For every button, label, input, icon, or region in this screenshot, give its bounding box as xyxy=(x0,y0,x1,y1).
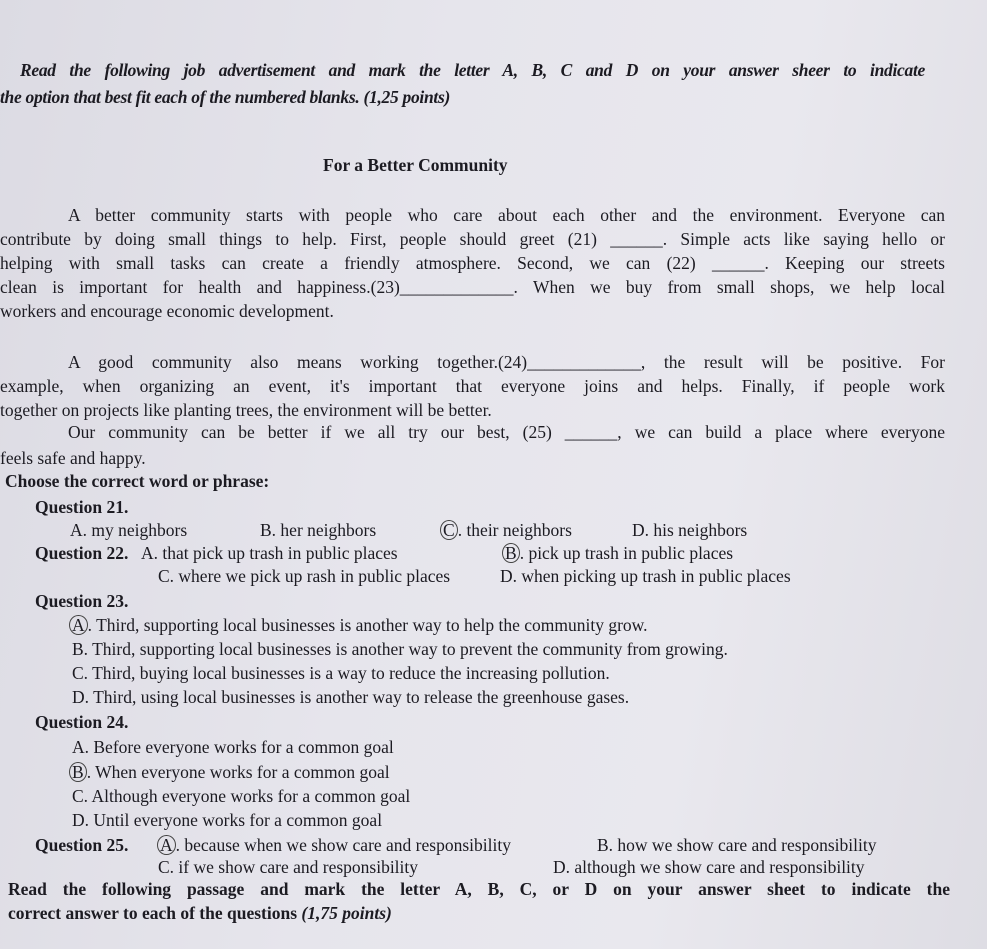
q25-option-c[interactable]: C. if we show care and responsibility xyxy=(158,857,419,877)
option-text: . When everyone works for a common goal xyxy=(86,762,390,782)
q24-option-b[interactable] xyxy=(72,761,390,783)
q23-option-a[interactable] xyxy=(72,614,648,636)
passage-line: example, when organizing an event, it's important that everyone joins and helps. Finally, if people work xyxy=(0,376,945,396)
instructions-line: Read the following job advertisement and mark the letter A, B, C and D on your answer sheer to indicate xyxy=(20,60,925,80)
option-text: . Third, supporting local businesses is another way to help the community grow. xyxy=(87,615,648,635)
option-text: . their neighbors xyxy=(457,520,572,540)
q22-option-c[interactable]: C. where we pick up rash in public places xyxy=(158,566,451,586)
passage-line: together on projects like planting trees, the environment will be better. xyxy=(0,400,492,420)
q24-option-d[interactable]: D. Until everyone works for a common goal xyxy=(72,810,383,830)
question-24-label: Question 24. xyxy=(35,712,129,732)
instruction-text: correct answer to each of the questions xyxy=(8,903,302,923)
question-21-label: Question 21. xyxy=(35,497,129,517)
passage-title: For a Better Community xyxy=(323,155,508,175)
answer-circle: C xyxy=(440,520,458,540)
q21-option-d[interactable]: D. his neighbors xyxy=(632,520,748,540)
passage-line: contribute by doing small things to help. First, people should greet (21) ______. Simple acts like saying hello or xyxy=(0,229,945,249)
option-text: . pick up trash in public places xyxy=(519,543,734,563)
q25-option-b[interactable]: B. how we show care and responsibility xyxy=(597,835,877,855)
question-22-label: Question 22. xyxy=(35,543,129,563)
q22-option-b[interactable] xyxy=(505,542,733,564)
question-23-label: Question 23. xyxy=(35,591,129,611)
q21-option-a[interactable]: A. my neighbors xyxy=(70,520,188,540)
points-text: (1,75 points) xyxy=(301,903,392,923)
next-instructions-line xyxy=(8,902,392,924)
choose-heading: Choose the correct word or phrase: xyxy=(5,471,270,491)
q22-option-d[interactable]: D. when picking up trash in public places xyxy=(500,566,791,586)
passage-line: feels safe and happy. xyxy=(0,448,146,468)
q24-option-c[interactable]: C. Although everyone works for a common goal xyxy=(72,786,411,806)
q22-option-a[interactable]: A. that pick up trash in public places xyxy=(141,543,398,563)
q24-option-a[interactable]: A. Before everyone works for a common goal xyxy=(72,737,394,757)
answer-circle: A xyxy=(157,835,176,855)
passage-line: Our community can be better if we all try our best, (25) ______, we can build a place where everyone xyxy=(68,422,945,442)
passage-line: workers and encourage economic development. xyxy=(0,301,334,321)
q21-option-c[interactable] xyxy=(443,519,572,541)
answer-circle: B xyxy=(502,543,520,563)
answer-circle: A xyxy=(69,615,88,635)
answer-circle: B xyxy=(69,762,87,782)
q23-option-b[interactable]: B. Third, supporting local businesses is another way to prevent the community from growing. xyxy=(72,639,728,659)
passage-line: A better community starts with people who care about each other and the environment. Everyone can xyxy=(68,205,945,225)
passage-line: helping with small tasks can create a friendly atmosphere. Second, we can (22) ______. Keeping our streets xyxy=(0,253,945,273)
passage-line: clean is important for health and happiness.(23)_____________. When we buy from small shops, we help local xyxy=(0,277,945,297)
q23-option-d[interactable]: D. Third, using local businesses is another way to release the greenhouse gases. xyxy=(72,687,630,707)
q25-option-a[interactable] xyxy=(160,834,511,856)
q21-option-b[interactable]: B. her neighbors xyxy=(260,520,377,540)
q23-option-c[interactable]: C. Third, buying local businesses is a way to reduce the increasing pollution. xyxy=(72,663,610,683)
next-instructions-line: Read the following passage and mark the letter A, B, C, or D on your answer sheet to indicate the xyxy=(8,879,950,899)
option-text: . because when we show care and responsibility xyxy=(175,835,511,855)
instructions-line: the option that best fit each of the numbered blanks. (1,25 points) xyxy=(0,87,450,107)
q25-option-d[interactable]: D. although we show care and responsibility xyxy=(553,857,865,877)
question-25-label: Question 25. xyxy=(35,835,129,855)
passage-line: A good community also means working together.(24)_____________, the result will be positive. For xyxy=(68,352,945,372)
